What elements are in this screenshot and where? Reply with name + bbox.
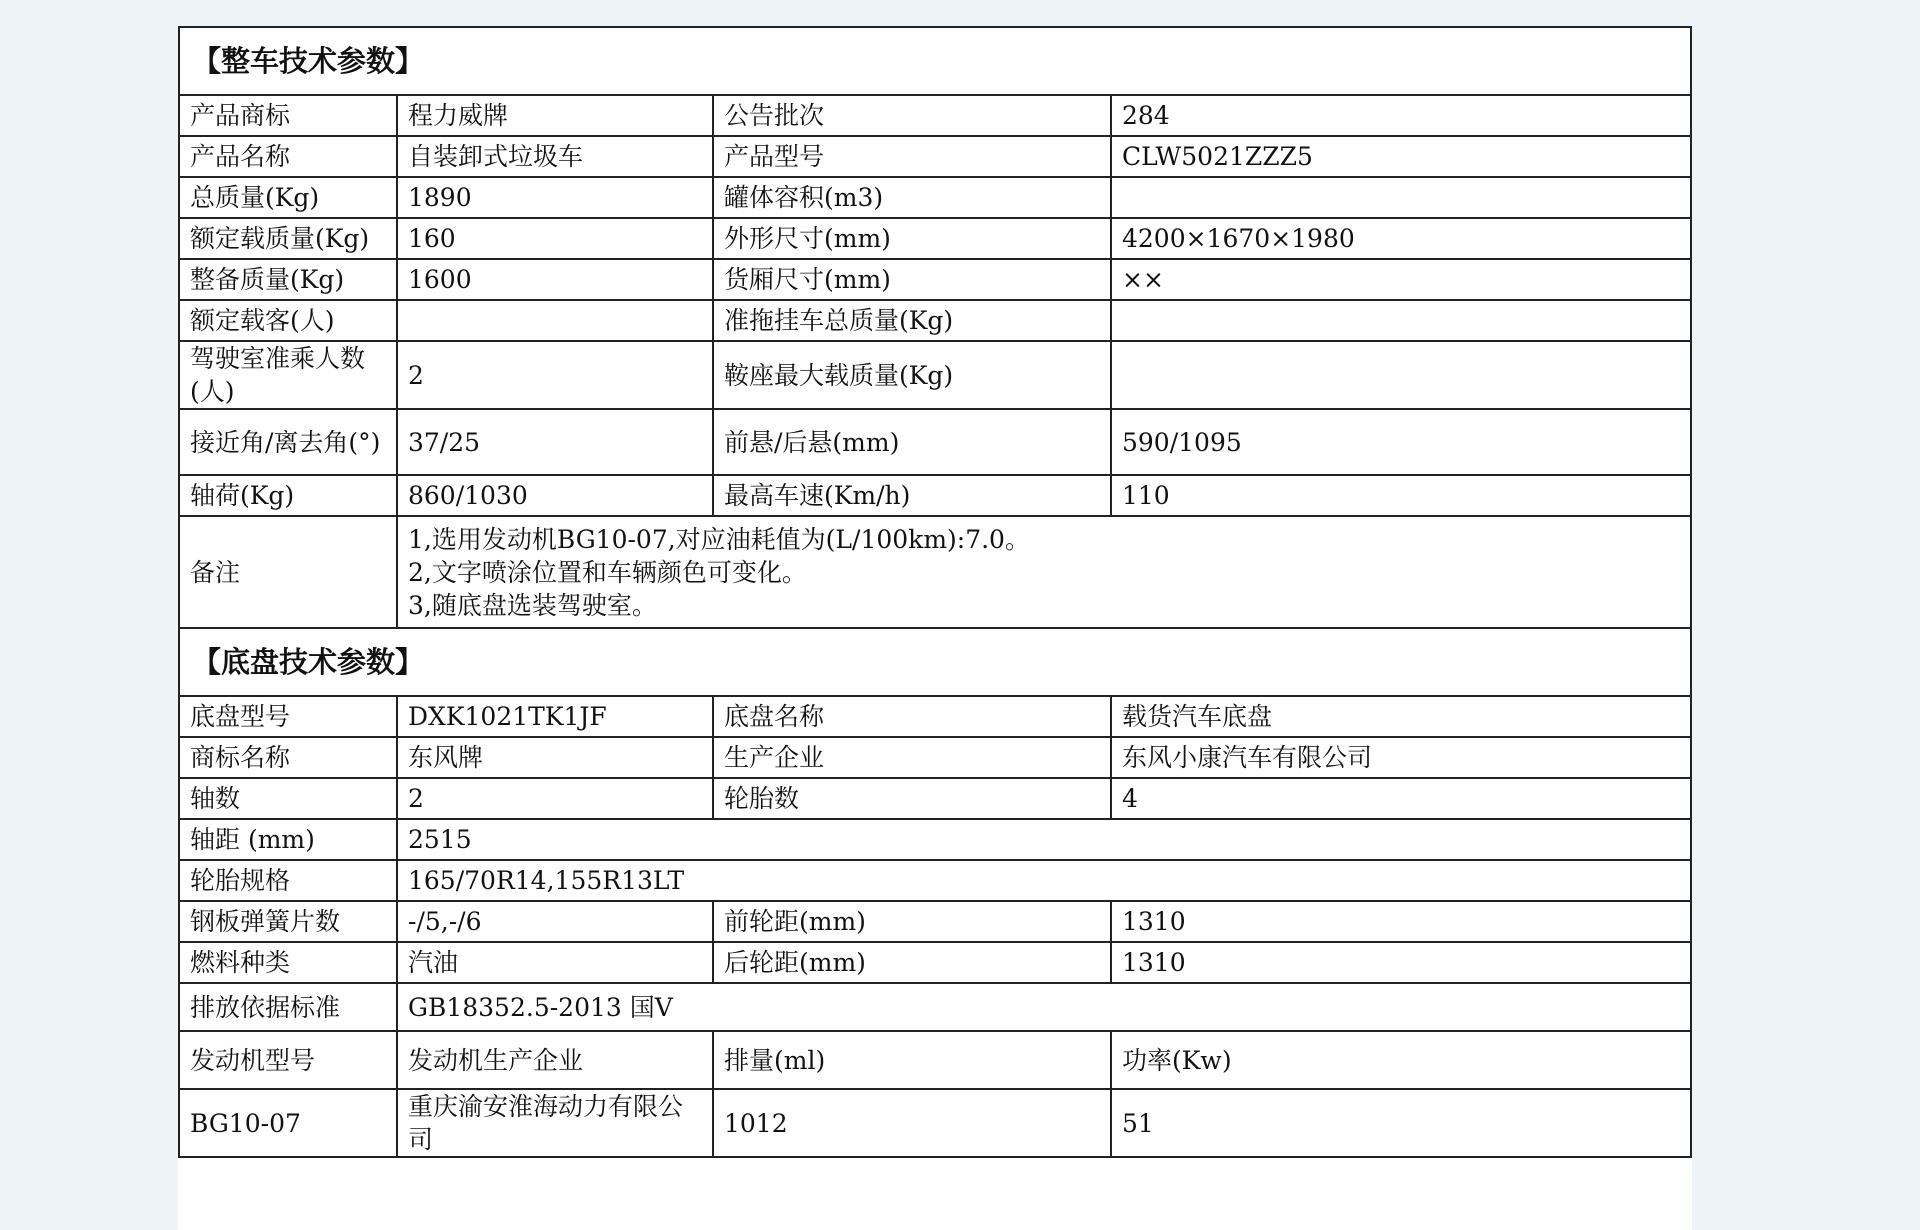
param-value: 110 [1111,475,1691,516]
param-value: 4 [1111,778,1691,819]
engine-manufacturer: 重庆渝安淮海动力有限公司 [397,1089,713,1157]
param-label: 公告批次 [713,95,1111,136]
param-value: 汽油 [397,942,713,983]
param-value: 1600 [397,259,713,300]
param-label: 产品商标 [179,95,397,136]
param-label: 燃料种类 [179,942,397,983]
table-row [179,819,1691,860]
table-row [179,218,1691,259]
param-label: 最高车速(Km/h) [713,475,1111,516]
section-title-chassis: 【底盘技术参数】 [179,628,1691,696]
spec-table [178,26,1692,1158]
param-label: 接近角/离去角(°) [179,409,397,475]
param-value [1111,300,1691,341]
param-value [1111,341,1691,409]
param-label: 排放依据标准 [179,983,397,1031]
param-label: 产品型号 [713,136,1111,177]
note-line: 3,随底盘选装驾驶室。 [408,590,657,620]
table-row [179,409,1691,475]
param-value [1111,177,1691,218]
param-label: 额定载质量(Kg) [179,218,397,259]
page-bottom-strip [178,1206,1692,1230]
column-header: 发动机型号 [179,1031,397,1089]
param-value: 860/1030 [397,475,713,516]
note-line: 2,文字喷涂位置和车辆颜色可变化。 [408,557,807,587]
param-label: 商标名称 [179,737,397,778]
param-value: 2 [397,341,713,409]
param-label: 额定载客(人) [179,300,397,341]
param-label: 外形尺寸(mm) [713,218,1111,259]
param-label: 后轮距(mm) [713,942,1111,983]
param-value: 1310 [1111,942,1691,983]
param-label: 轮胎规格 [179,860,397,901]
table-row [179,95,1691,136]
param-label: 罐体容积(m3) [713,177,1111,218]
section-title-vehicle: 【整车技术参数】 [179,27,1691,95]
notes-label: 备注 [179,516,397,628]
param-value: 37/25 [397,409,713,475]
param-label: 驾驶室准乘人数(人) [179,341,397,409]
param-value: 284 [1111,95,1691,136]
param-label: 鞍座最大载质量(Kg) [713,341,1111,409]
param-value: GB18352.5-2013 国Ⅴ [397,983,1691,1031]
param-value: 165/70R14,155R13LT [397,860,1691,901]
param-label: 轴荷(Kg) [179,475,397,516]
table-row [179,136,1691,177]
table-row [179,860,1691,901]
notes-row [179,516,1691,628]
param-value: CLW5021ZZZ5 [1111,136,1691,177]
table-row [179,983,1691,1031]
note-line: 1,选用发动机BG10-07,对应油耗值为(L/100km):7.0。 [408,524,1030,554]
param-value: 东风牌 [397,737,713,778]
param-value: 4200×1670×1980 [1111,218,1691,259]
param-label: 产品名称 [179,136,397,177]
table-row [179,778,1691,819]
engine-value-row [179,1089,1691,1157]
engine-header-row [179,1031,1691,1089]
param-value: 160 [397,218,713,259]
param-label: 轴数 [179,778,397,819]
param-value: 590/1095 [1111,409,1691,475]
column-header: 排量(ml) [713,1031,1111,1089]
param-label: 底盘名称 [713,696,1111,737]
param-value: 载货汽车底盘 [1111,696,1691,737]
param-label: 底盘型号 [179,696,397,737]
param-label: 轮胎数 [713,778,1111,819]
param-value: ×× [1111,259,1691,300]
table-row [179,341,1691,409]
table-row [179,696,1691,737]
param-label: 轴距 (mm) [179,819,397,860]
param-value: 东风小康汽车有限公司 [1111,737,1691,778]
param-value: -/5,-/6 [397,901,713,942]
table-row [179,259,1691,300]
engine-model: BG10-07 [179,1089,397,1157]
table-row [179,737,1691,778]
param-label: 货厢尺寸(mm) [713,259,1111,300]
table-row [179,300,1691,341]
param-value: DXK1021TK1JF [397,696,713,737]
param-label: 前悬/后悬(mm) [713,409,1111,475]
engine-power: 51 [1111,1089,1691,1157]
param-label: 钢板弹簧片数 [179,901,397,942]
param-label: 生产企业 [713,737,1111,778]
param-value: 1890 [397,177,713,218]
table-row [179,475,1691,516]
param-value [397,300,713,341]
param-value: 2 [397,778,713,819]
param-label: 准拖挂车总质量(Kg) [713,300,1111,341]
column-header: 发动机生产企业 [397,1031,713,1089]
param-value: 自装卸式垃圾车 [397,136,713,177]
param-value: 程力威牌 [397,95,713,136]
column-header: 功率(Kw) [1111,1031,1691,1089]
table-row [179,942,1691,983]
engine-displacement: 1012 [713,1089,1111,1157]
param-label: 总质量(Kg) [179,177,397,218]
table-row [179,177,1691,218]
table-row [179,901,1691,942]
param-label: 整备质量(Kg) [179,259,397,300]
param-value: 2515 [397,819,1691,860]
param-value: 1310 [1111,901,1691,942]
notes-content [397,516,1691,628]
param-label: 前轮距(mm) [713,901,1111,942]
